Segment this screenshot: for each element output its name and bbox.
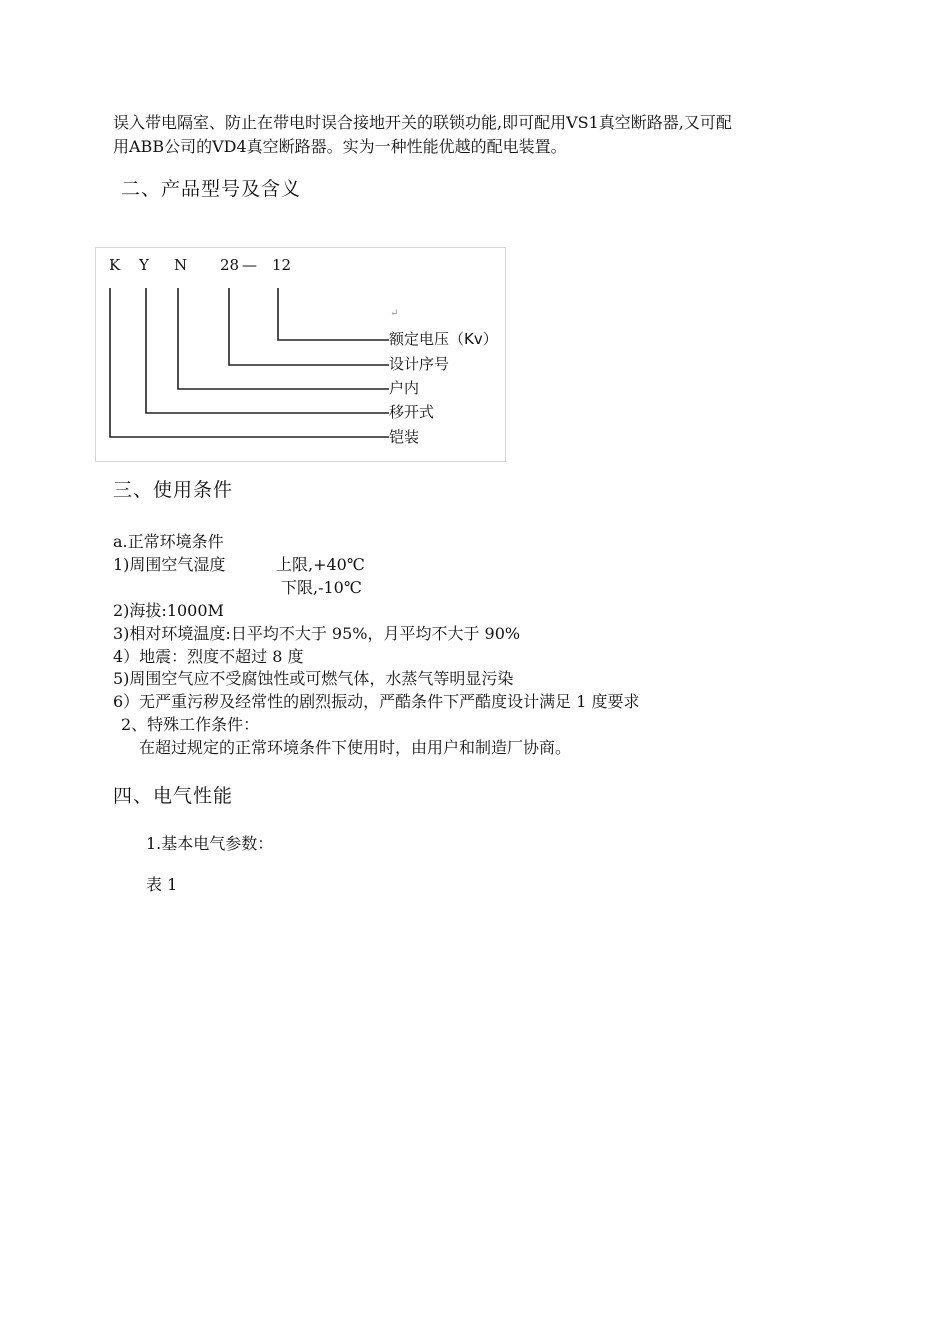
intro-line-1: 误入带电隔室、防止在带电时误合接地开关的联锁功能,即可配用VS1真空断路器,又可配 <box>113 113 732 132</box>
condition-1-upper: 上限,+40℃ <box>276 555 365 574</box>
label-design-number: 设计序号 <box>389 355 450 373</box>
code-voltage-number: 12 <box>272 256 292 274</box>
condition-1-lower: 下限,-10℃ <box>281 578 362 597</box>
code-design-number: 28 <box>220 256 240 274</box>
model-code-diagram <box>95 247 506 462</box>
label-rated-voltage: 额定电压（Kv） <box>389 330 498 348</box>
section-2-heading: 二、产品型号及含义 <box>121 178 302 200</box>
condition-4: 4）地震：烈度不超过 8 度 <box>113 647 304 666</box>
special-conditions-text: 在超过规定的正常环境条件下使用时，由用户和制造厂协商。 <box>139 738 572 757</box>
condition-2: 2)海拔:1000M <box>113 601 224 620</box>
special-conditions-title: 2、特殊工作条件： <box>121 715 260 734</box>
label-armored: 铠装 <box>389 428 420 446</box>
section-3-heading: 三、使用条件 <box>113 479 234 501</box>
paragraph-mark-icon: ↵ <box>390 308 399 319</box>
code-letter-k: K <box>109 256 121 274</box>
code-letter-y: Y <box>139 256 149 274</box>
condition-6: 6）无严重污秽及经常性的剧烈振动，严酷条件下严酷度设计满足 1 度要求 <box>113 692 640 711</box>
code-letter-n: N <box>174 256 188 274</box>
leader-line-indoor <box>178 288 389 389</box>
section-4-heading: 四、电气性能 <box>113 785 234 807</box>
leader-line-voltage <box>278 288 389 340</box>
condition-3: 3)相对环境温度:日平均不大于 95%，月平均不大于 90% <box>113 624 521 643</box>
condition-1-label: 1)周围空气湿度 <box>113 555 226 574</box>
basic-parameters-title: 1.基本电气参数： <box>146 834 274 853</box>
leader-line-armored <box>110 288 389 437</box>
condition-5: 5)周围空气应不受腐蚀性或可燃气体，水蒸气等明显污染 <box>113 669 514 688</box>
normal-conditions-title: a.正常环境条件 <box>113 532 224 551</box>
leader-line-design <box>229 288 389 365</box>
code-dash: — <box>242 256 257 274</box>
table-caption: 表 1 <box>146 875 178 894</box>
label-indoor: 户内 <box>389 379 420 397</box>
leader-line-movable <box>146 288 389 413</box>
intro-line-2: 用ABB公司的VD4真空断路器。实为一种性能优越的配电装置。 <box>113 137 567 156</box>
label-movable: 移开式 <box>389 403 435 421</box>
